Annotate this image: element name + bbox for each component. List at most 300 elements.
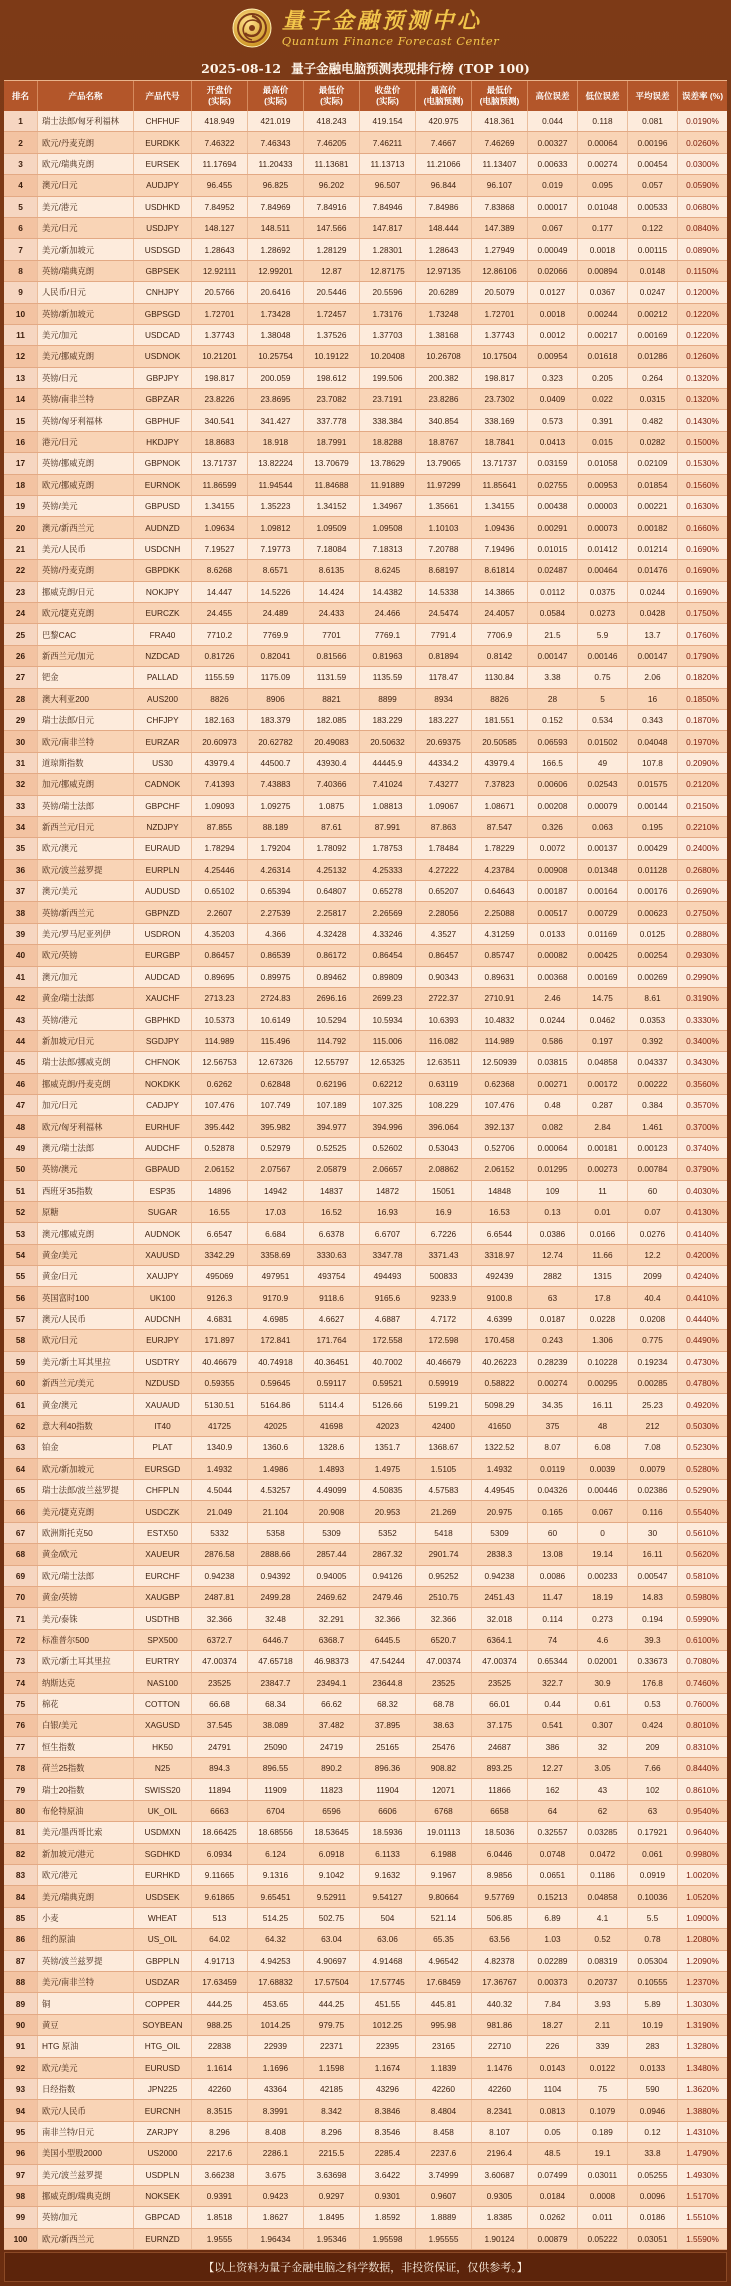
cell-low: 4.6627	[304, 1309, 360, 1329]
cell-high-error: 2882	[528, 1266, 578, 1286]
cell-close: 2867.32	[360, 1544, 416, 1564]
cell-low-error: 0	[578, 1523, 628, 1543]
cell-low-error: 0.00172	[578, 1074, 628, 1094]
cell-low-predicted: 14.3865	[472, 582, 528, 602]
table-row	[4, 774, 727, 795]
cell-product-name: 日经指数	[38, 2079, 134, 2099]
cell-product-code: USDTRY	[134, 1352, 192, 1372]
cell-high: 68.34	[248, 1694, 304, 1714]
table-row	[4, 1651, 727, 1672]
cell-product-name: 加元/挪威克朗	[38, 774, 134, 794]
cell-low-error: 0.00073	[578, 517, 628, 537]
cell-high: 42025	[248, 1416, 304, 1436]
cell-high-error: 21.5	[528, 624, 578, 644]
cell-low-error: 0.0039	[578, 1459, 628, 1479]
cell-low: 171.764	[304, 1330, 360, 1350]
cell-product-name: 人民币/日元	[38, 282, 134, 302]
cell-high: 17.03	[248, 1202, 304, 1222]
cell-low: 18.7991	[304, 432, 360, 452]
cell-close: 25165	[360, 1737, 416, 1757]
cell-low: 12.55797	[304, 1052, 360, 1072]
cell-high-predicted: 2901.74	[416, 1544, 472, 1564]
cell-error-rate: 0.1870%	[686, 715, 719, 726]
cell-high: 2286.1	[248, 2143, 304, 2163]
cell-close: 23644.8	[360, 1673, 416, 1693]
cell-close: 11904	[360, 1779, 416, 1799]
cell-average-error: 176.8	[628, 1673, 678, 1693]
cell-high: 1.38048	[248, 325, 304, 345]
cell-rank: 67	[4, 1523, 38, 1543]
table-row	[4, 689, 727, 710]
cell-close: 17.57745	[360, 1972, 416, 1992]
cell-low-predicted: 0.85747	[472, 945, 528, 965]
cell-high: 8.3991	[248, 2100, 304, 2120]
cell-high-error: 0.01015	[528, 539, 578, 559]
cell-close: 1351.7	[360, 1437, 416, 1457]
cell-low: 5114.4	[304, 1394, 360, 1414]
cell-open: 14.447	[192, 582, 248, 602]
cell-low-error: 30.9	[578, 1673, 628, 1693]
cell-low-predicted: 506.85	[472, 1908, 528, 1928]
cell-high-predicted: 1.1839	[416, 2058, 472, 2078]
cell-close: 0.81963	[360, 646, 416, 666]
cell-high: 0.82041	[248, 646, 304, 666]
cell-rank: 41	[4, 967, 38, 987]
cell-low-predicted: 8.2341	[472, 2100, 528, 2120]
cell-rank: 20	[4, 517, 38, 537]
cell-product-code: CHFHUF	[134, 111, 192, 131]
cell-open: 8.3515	[192, 2100, 248, 2120]
cell-high: 9170.9	[248, 1287, 304, 1307]
cell-average-error: 13.7	[628, 624, 678, 644]
table-row	[4, 1309, 727, 1330]
cell-product-code: USDTHB	[134, 1608, 192, 1628]
cell-product-code: ESP35	[134, 1181, 192, 1201]
cell-open: 2876.58	[192, 1544, 248, 1564]
cell-product-code: AUDCHF	[134, 1138, 192, 1158]
cell-low-predicted: 1.37743	[472, 325, 528, 345]
cell-rank: 88	[4, 1972, 38, 1992]
cell-error-rate: 0.1220%	[686, 330, 719, 341]
cell-product-code: NAS100	[134, 1673, 192, 1693]
cell-low: 4.90697	[304, 1951, 360, 1971]
cell-low: 6.6378	[304, 1223, 360, 1243]
cell-rank: 31	[4, 753, 38, 773]
cell-average-error: 0.17921	[628, 1822, 678, 1842]
cell-close: 1.95598	[360, 2229, 416, 2249]
cell-open: 8.6268	[192, 560, 248, 580]
cell-high: 183.379	[248, 710, 304, 730]
cell-high-predicted: 1.28643	[416, 239, 472, 259]
cell-error-rate: 0.1690%	[686, 565, 719, 576]
cell-low: 11823	[304, 1779, 360, 1799]
cell-high-predicted: 396.064	[416, 1116, 472, 1136]
cell-open: 1.72701	[192, 304, 248, 324]
cell-close: 32.366	[360, 1608, 416, 1628]
cell-error-rate: 1.4310%	[686, 2126, 719, 2137]
cell-close: 6606	[360, 1801, 416, 1821]
cell-low-predicted: 338.169	[472, 410, 528, 430]
table-row	[4, 817, 727, 838]
cell-low-error: 0.52	[578, 1929, 628, 1949]
cell-average-error: 39.3	[628, 1630, 678, 1650]
cell-low-error: 0.03011	[578, 2165, 628, 2185]
cell-low-error: 5.9	[578, 624, 628, 644]
cell-low-predicted: 4.31259	[472, 924, 528, 944]
cell-average-error: 107.8	[628, 753, 678, 773]
cell-product-name: 黄金/日元	[38, 1266, 134, 1286]
cell-high-predicted: 87.863	[416, 817, 472, 837]
cell-low: 46.98373	[304, 1651, 360, 1671]
cell-open: 5332	[192, 1523, 248, 1543]
cell-close: 68.32	[360, 1694, 416, 1714]
cell-rank: 76	[4, 1715, 38, 1735]
cell-rank: 60	[4, 1373, 38, 1393]
cell-high-error: 0.00064	[528, 1138, 578, 1158]
table-row	[4, 2058, 727, 2079]
cell-rank: 6	[4, 218, 38, 238]
header-low-predicted	[472, 81, 528, 111]
cell-open: 2713.23	[192, 988, 248, 1008]
cell-close: 199.506	[360, 368, 416, 388]
cell-low-error: 0.00425	[578, 945, 628, 965]
cell-product-name: 新西兰元/日元	[38, 817, 134, 837]
cell-low: 7.40366	[304, 774, 360, 794]
cell-close: 1135.59	[360, 667, 416, 687]
table-row	[4, 1159, 727, 1180]
logo-icon	[232, 8, 272, 48]
cell-high-error: 0.082	[528, 1116, 578, 1136]
cell-high-predicted: 6.1988	[416, 1844, 472, 1864]
cell-close: 2479.46	[360, 1587, 416, 1607]
cell-close: 172.558	[360, 1330, 416, 1350]
cell-error-rate: 0.3190%	[686, 993, 719, 1004]
cell-low: 20.49083	[304, 731, 360, 751]
cell-close: 87.991	[360, 817, 416, 837]
cell-average-error: 0.12	[628, 2122, 678, 2142]
cell-low-error: 2.84	[578, 1116, 628, 1136]
table-row	[4, 1929, 727, 1950]
cell-high-error: 12.74	[528, 1245, 578, 1265]
table-row	[4, 1052, 727, 1073]
cell-low-predicted: 7706.9	[472, 624, 528, 644]
cell-average-error: 0.03051	[628, 2229, 678, 2249]
cell-low-predicted: 4.6399	[472, 1309, 528, 1329]
cell-low: 22371	[304, 2036, 360, 2056]
cell-low-predicted: 8826	[472, 689, 528, 709]
cell-close: 20.5596	[360, 282, 416, 302]
cell-product-name: 欧元/日元	[38, 1330, 134, 1350]
cell-high: 341.427	[248, 410, 304, 430]
cell-rank: 3	[4, 154, 38, 174]
table-row	[4, 175, 727, 196]
header-high-actual	[248, 81, 304, 111]
cell-close: 2699.23	[360, 988, 416, 1008]
table-row	[4, 582, 727, 603]
cell-error-rate: 0.7080%	[686, 1656, 719, 1667]
cell-low: 9118.6	[304, 1287, 360, 1307]
cell-low-predicted: 7.37823	[472, 774, 528, 794]
brand-name-en: Quantum Finance Forecast Center	[281, 34, 500, 48]
cell-product-name: 加元/日元	[38, 1095, 134, 1115]
cell-average-error: 10.19	[628, 2015, 678, 2035]
cell-low: 14.424	[304, 582, 360, 602]
cell-rank: 18	[4, 475, 38, 495]
cell-high-error: 0.0112	[528, 582, 578, 602]
cell-low: 8821	[304, 689, 360, 709]
header-low-error	[578, 81, 628, 111]
cell-product-code: EURTRY	[134, 1651, 192, 1671]
cell-low-predicted: 12.86106	[472, 261, 528, 281]
cell-high-error: 0.0018	[528, 304, 578, 324]
header-low-actual	[304, 81, 360, 111]
cell-open: 24.455	[192, 603, 248, 623]
cell-average-error: 0.00222	[628, 1074, 678, 1094]
cell-high-predicted: 0.90343	[416, 967, 472, 987]
cell-product-name: 欧元/匈牙利福林	[38, 1116, 134, 1136]
cell-average-error: 0.194	[628, 1608, 678, 1628]
cell-average-error: 0.0148	[628, 261, 678, 281]
cell-open: 2.2607	[192, 902, 248, 922]
cell-error-rate: 1.3190%	[686, 2019, 719, 2030]
cell-high-error: 0.0184	[528, 2186, 578, 2206]
cell-low: 493754	[304, 1266, 360, 1286]
cell-product-code: SOYBEAN	[134, 2015, 192, 2035]
cell-high-error: 166.5	[528, 753, 578, 773]
table-row	[4, 1394, 727, 1415]
cell-low-error: 62	[578, 1801, 628, 1821]
table-row	[4, 1951, 727, 1972]
cell-high-predicted: 8934	[416, 689, 472, 709]
cell-low: 63.04	[304, 1929, 360, 1949]
cell-open: 41725	[192, 1416, 248, 1436]
cell-rank: 4	[4, 175, 38, 195]
cell-product-name: 挪威克朗/丹麦克朗	[38, 1074, 134, 1094]
cell-product-code: USDJPY	[134, 218, 192, 238]
cell-high-error: 0.03159	[528, 453, 578, 473]
cell-high-predicted: 340.854	[416, 410, 472, 430]
cell-rank: 48	[4, 1116, 38, 1136]
cell-low: 2.05879	[304, 1159, 360, 1179]
cell-product-code: AUDNZD	[134, 517, 192, 537]
cell-open: 513	[192, 1908, 248, 1928]
cell-rank: 40	[4, 945, 38, 965]
cell-rank: 14	[4, 389, 38, 409]
cell-low-error: 0.189	[578, 2122, 628, 2142]
cell-product-code: JPN225	[134, 2079, 192, 2099]
cell-high-error: 0.0127	[528, 282, 578, 302]
cell-high-error: 0.00271	[528, 1074, 578, 1094]
cell-high: 4.53257	[248, 1480, 304, 1500]
cell-product-code: SPX500	[134, 1630, 192, 1650]
cell-low-predicted: 114.989	[472, 1031, 528, 1051]
cell-low: 114.792	[304, 1031, 360, 1051]
cell-average-error: 0.384	[628, 1095, 678, 1115]
table-row	[4, 646, 727, 667]
cell-high-error: 0.48	[528, 1095, 578, 1115]
cell-low-error: 0.00464	[578, 560, 628, 580]
cell-product-code: CHFPLN	[134, 1480, 192, 1500]
cell-product-name: 小麦	[38, 1908, 134, 1928]
cell-high: 172.841	[248, 1330, 304, 1350]
cell-product-name: 英镑/澳元	[38, 1159, 134, 1179]
table-row	[4, 1822, 727, 1843]
cell-average-error: 0.00533	[628, 197, 678, 217]
cell-low-error: 14.75	[578, 988, 628, 1008]
cell-high-predicted: 11.97299	[416, 475, 472, 495]
table-row	[4, 1779, 727, 1800]
cell-low-error: 4.6	[578, 1630, 628, 1650]
cell-low-error: 32	[578, 1737, 628, 1757]
cell-low-predicted: 1.8385	[472, 2207, 528, 2227]
cell-average-error: 0.00147	[628, 646, 678, 666]
cell-average-error: 0.00123	[628, 1138, 678, 1158]
cell-product-code: USDCAD	[134, 325, 192, 345]
cell-product-code: XAUEUR	[134, 1544, 192, 1564]
table-row	[4, 496, 727, 517]
cell-low-predicted: 4.82378	[472, 1951, 528, 1971]
cell-close: 0.94126	[360, 1566, 416, 1586]
cell-high-error: 0.0012	[528, 325, 578, 345]
cell-open: 23.8226	[192, 389, 248, 409]
cell-error-rate: 0.1500%	[686, 437, 719, 448]
cell-average-error: 0.0919	[628, 1865, 678, 1885]
cell-high-predicted: 38.63	[416, 1715, 472, 1735]
cell-average-error: 0.10555	[628, 1972, 678, 1992]
cell-error-rate: 0.4490%	[686, 1335, 719, 1346]
cell-low-predicted: 47.00374	[472, 1651, 528, 1671]
cell-open: 9.61865	[192, 1886, 248, 1906]
cell-high-predicted: 0.63119	[416, 1074, 472, 1094]
cell-open: 8.296	[192, 2122, 248, 2142]
cell-low-predicted: 5098.29	[472, 1394, 528, 1414]
cell-low: 23494.1	[304, 1673, 360, 1693]
cell-high-predicted: 4.57583	[416, 1480, 472, 1500]
cell-high-error: 0.0413	[528, 432, 578, 452]
cell-high-error: 0.0086	[528, 1566, 578, 1586]
cell-high-predicted: 172.598	[416, 1330, 472, 1350]
table-row	[4, 1544, 727, 1565]
table-row	[4, 2122, 727, 2143]
cell-product-name: 标准普尔500	[38, 1630, 134, 1650]
cell-high-error: 0.0409	[528, 389, 578, 409]
cell-low-predicted: 9100.8	[472, 1287, 528, 1307]
cell-low: 1.0875	[304, 796, 360, 816]
cell-high-error: 8.07	[528, 1437, 578, 1457]
cell-error-rate: 0.1660%	[686, 522, 719, 533]
cell-product-name: 英镑/日元	[38, 368, 134, 388]
cell-close: 1.09508	[360, 517, 416, 537]
cell-product-name: 黄金/瑞士法郎	[38, 988, 134, 1008]
cell-product-name: 巴黎CAC	[38, 624, 134, 644]
cell-average-error: 0.0315	[628, 389, 678, 409]
cell-low-predicted: 2838.3	[472, 1544, 528, 1564]
cell-high-error: 0.0143	[528, 2058, 578, 2078]
cell-product-code: EURAUD	[134, 838, 192, 858]
cell-rank: 46	[4, 1074, 38, 1094]
cell-high: 88.189	[248, 817, 304, 837]
cell-low-predicted: 1130.84	[472, 667, 528, 687]
cell-rank: 75	[4, 1694, 38, 1714]
cell-high-predicted: 65.35	[416, 1929, 472, 1949]
cell-average-error: 590	[628, 2079, 678, 2099]
cell-product-name: 澳元/新西兰元	[38, 517, 134, 537]
cell-high: 17.68832	[248, 1972, 304, 1992]
cell-high: 2888.66	[248, 1544, 304, 1564]
cell-low-predicted: 440.32	[472, 1993, 528, 2013]
cell-low-predicted: 12.50939	[472, 1052, 528, 1072]
cell-product-name: 英镑/波兰兹罗提	[38, 1951, 134, 1971]
cell-product-code: CHFNOK	[134, 1052, 192, 1072]
cell-high-predicted: 2722.37	[416, 988, 472, 1008]
header-close-actual	[360, 81, 416, 111]
cell-high-predicted: 0.86457	[416, 945, 472, 965]
cell-product-name: 美元/南非兰特	[38, 1972, 134, 1992]
cell-low: 11.84688	[304, 475, 360, 495]
cell-low-error: 0.00233	[578, 1566, 628, 1586]
cell-product-name: 美元/人民币	[38, 539, 134, 559]
cell-error-rate: 0.4410%	[686, 1292, 719, 1303]
cell-product-code: CHFJPY	[134, 710, 192, 730]
table-row	[4, 1865, 727, 1886]
cell-high-error: 0.44	[528, 1694, 578, 1714]
cell-high: 25090	[248, 1737, 304, 1757]
cell-low-predicted: 63.56	[472, 1929, 528, 1949]
cell-high-predicted: 4.27222	[416, 860, 472, 880]
cell-low-predicted: 41650	[472, 1416, 528, 1436]
cell-product-name: 欧元/瑞典克朗	[38, 154, 134, 174]
cell-rank: 96	[4, 2143, 38, 2163]
cell-rank: 86	[4, 1929, 38, 1949]
cell-product-code: WHEAT	[134, 1908, 192, 1928]
cell-product-code: EURSGD	[134, 1459, 192, 1479]
cell-low-predicted: 0.9305	[472, 2186, 528, 2206]
cell-close: 1.78753	[360, 838, 416, 858]
cell-average-error: 0.04337	[628, 1052, 678, 1072]
cell-high: 0.62848	[248, 1074, 304, 1094]
cell-average-error: 0.057	[628, 175, 678, 195]
cell-product-code: GBPJPY	[134, 368, 192, 388]
cell-close: 20.953	[360, 1501, 416, 1521]
cell-rank: 42	[4, 988, 38, 1008]
cell-product-code: USDHKD	[134, 197, 192, 217]
cell-product-code: GBPSGD	[134, 304, 192, 324]
cell-open: 17.63459	[192, 1972, 248, 1992]
cell-low-error: 0.0008	[578, 2186, 628, 2206]
cell-high: 9.1316	[248, 1865, 304, 1885]
cell-error-rate: 0.9540%	[686, 1806, 719, 1817]
cell-rank: 45	[4, 1052, 38, 1072]
cell-product-name: 美元/加元	[38, 325, 134, 345]
cell-close: 1.34967	[360, 496, 416, 516]
cell-product-code: NOKJPY	[134, 582, 192, 602]
cell-high-error: 0.00082	[528, 945, 578, 965]
cell-average-error: 0.0247	[628, 282, 678, 302]
cell-product-name: 欧元/新西兰元	[38, 2229, 134, 2249]
cell-average-error: 40.4	[628, 1287, 678, 1307]
cell-high-predicted: 0.9607	[416, 2186, 472, 2206]
cell-low: 1.37526	[304, 325, 360, 345]
cell-high: 4.94253	[248, 1951, 304, 1971]
cell-error-rate: 0.5990%	[686, 1613, 719, 1624]
cell-high: 8906	[248, 689, 304, 709]
cell-low: 0.94005	[304, 1566, 360, 1586]
cell-high-predicted: 500833	[416, 1266, 472, 1286]
cell-open: 3.66238	[192, 2165, 248, 2185]
cell-rank: 92	[4, 2058, 38, 2078]
header-product-code	[134, 81, 192, 111]
cell-open: 13.71737	[192, 453, 248, 473]
